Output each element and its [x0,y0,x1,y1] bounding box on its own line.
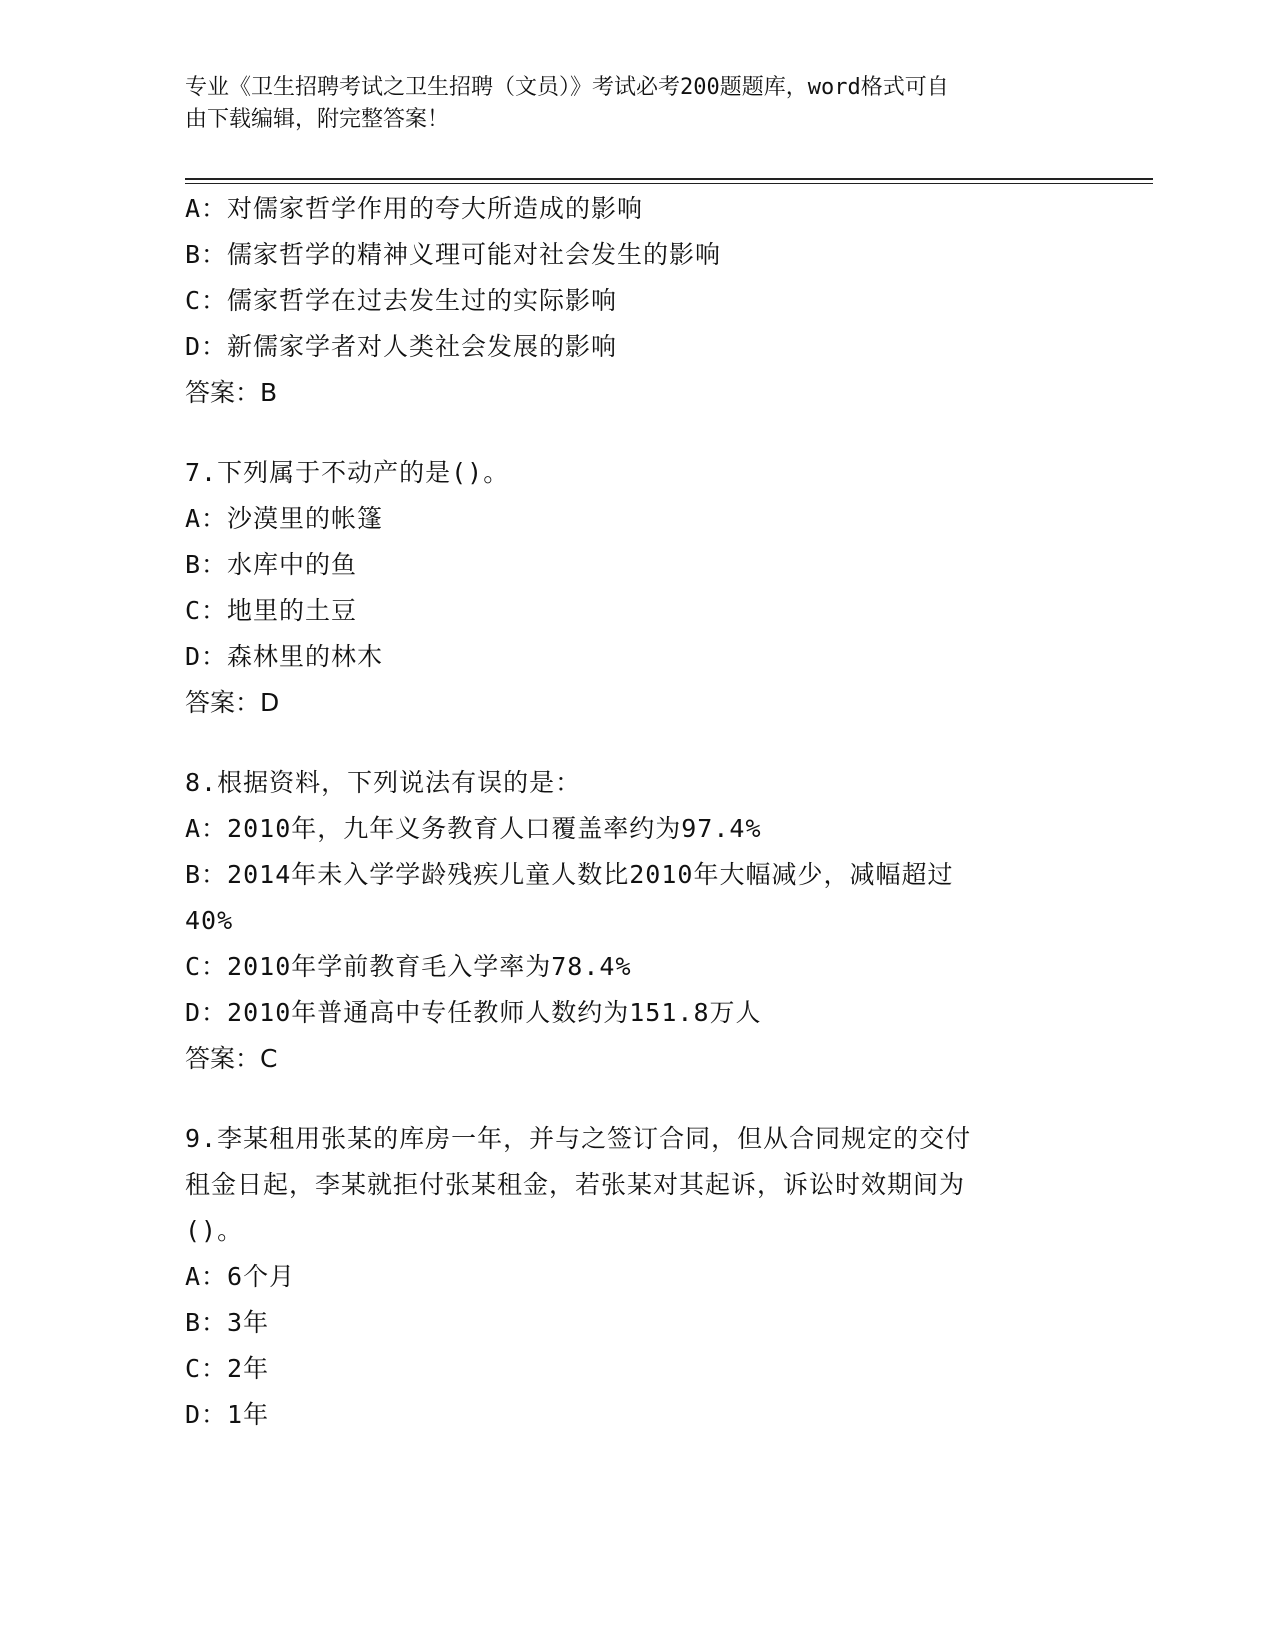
question-9-block [185,1116,1065,1438]
option-d: D：1年 [185,1400,270,1429]
option-b-line-1: B：2014年未入学学龄残疾儿童人数比2010年大幅减少，减幅超过 [185,860,954,889]
option-b: B：3年 [185,1308,270,1337]
option-b: B：水库中的鱼 [185,550,358,579]
question-text: 7.下列属于不动产的是()。 [185,458,510,487]
option-d: D：新儒家学者对人类社会发展的影响 [185,332,618,361]
option-d: D：2010年普通高中专任教师人数约为151.8万人 [185,998,762,1027]
spacer [185,1082,1065,1116]
page-header [185,72,1065,136]
option-b-line-2: 40% [185,906,234,935]
option-a: A：对儒家哲学作用的夸大所造成的影响 [185,194,644,223]
question-text: 8.根据资料，下列说法有误的是： [185,768,582,797]
option-a: A：6个月 [185,1262,296,1291]
header-line-1: 专业《卫生招聘考试之卫生招聘（文员）》考试必考200题题库，word格式可自 [185,75,949,100]
question-8-block [185,760,1065,1082]
option-b: B：儒家哲学的精神义理可能对社会发生的影响 [185,240,722,269]
question-text-line-2: 租金日起，李某就拒付张某租金，若张某对其起诉，诉讼时效期间为 [185,1170,966,1199]
spacer [185,416,1065,450]
option-d: D：森林里的林木 [185,642,384,671]
option-a: A：沙漠里的帐篷 [185,504,384,533]
header-divider-thin [185,183,1153,184]
question-text-line-3: ()。 [185,1216,244,1245]
spacer [185,726,1065,760]
option-c: C：儒家哲学在过去发生过的实际影响 [185,286,618,315]
header-divider-thick [185,178,1153,180]
answer-line: 答案：B [185,378,278,407]
answer-line: 答案：D [185,688,280,717]
answer-line: 答案：C [185,1044,278,1073]
option-c: C：2010年学前教育毛入学率为78.4% [185,952,632,981]
question-7-block [185,450,1065,726]
question-6-block [185,186,1065,416]
option-c: C：2年 [185,1354,270,1383]
question-text-line-1: 9.李某租用张某的库房一年，并与之签订合同，但从合同规定的交付 [185,1124,972,1153]
header-line-2: 由下载编辑，附完整答案！ [185,107,450,132]
option-a: A：2010年，九年义务教育人口覆盖率约为97.4% [185,814,762,843]
option-c: C：地里的土豆 [185,596,358,625]
question-list [185,186,1065,1438]
